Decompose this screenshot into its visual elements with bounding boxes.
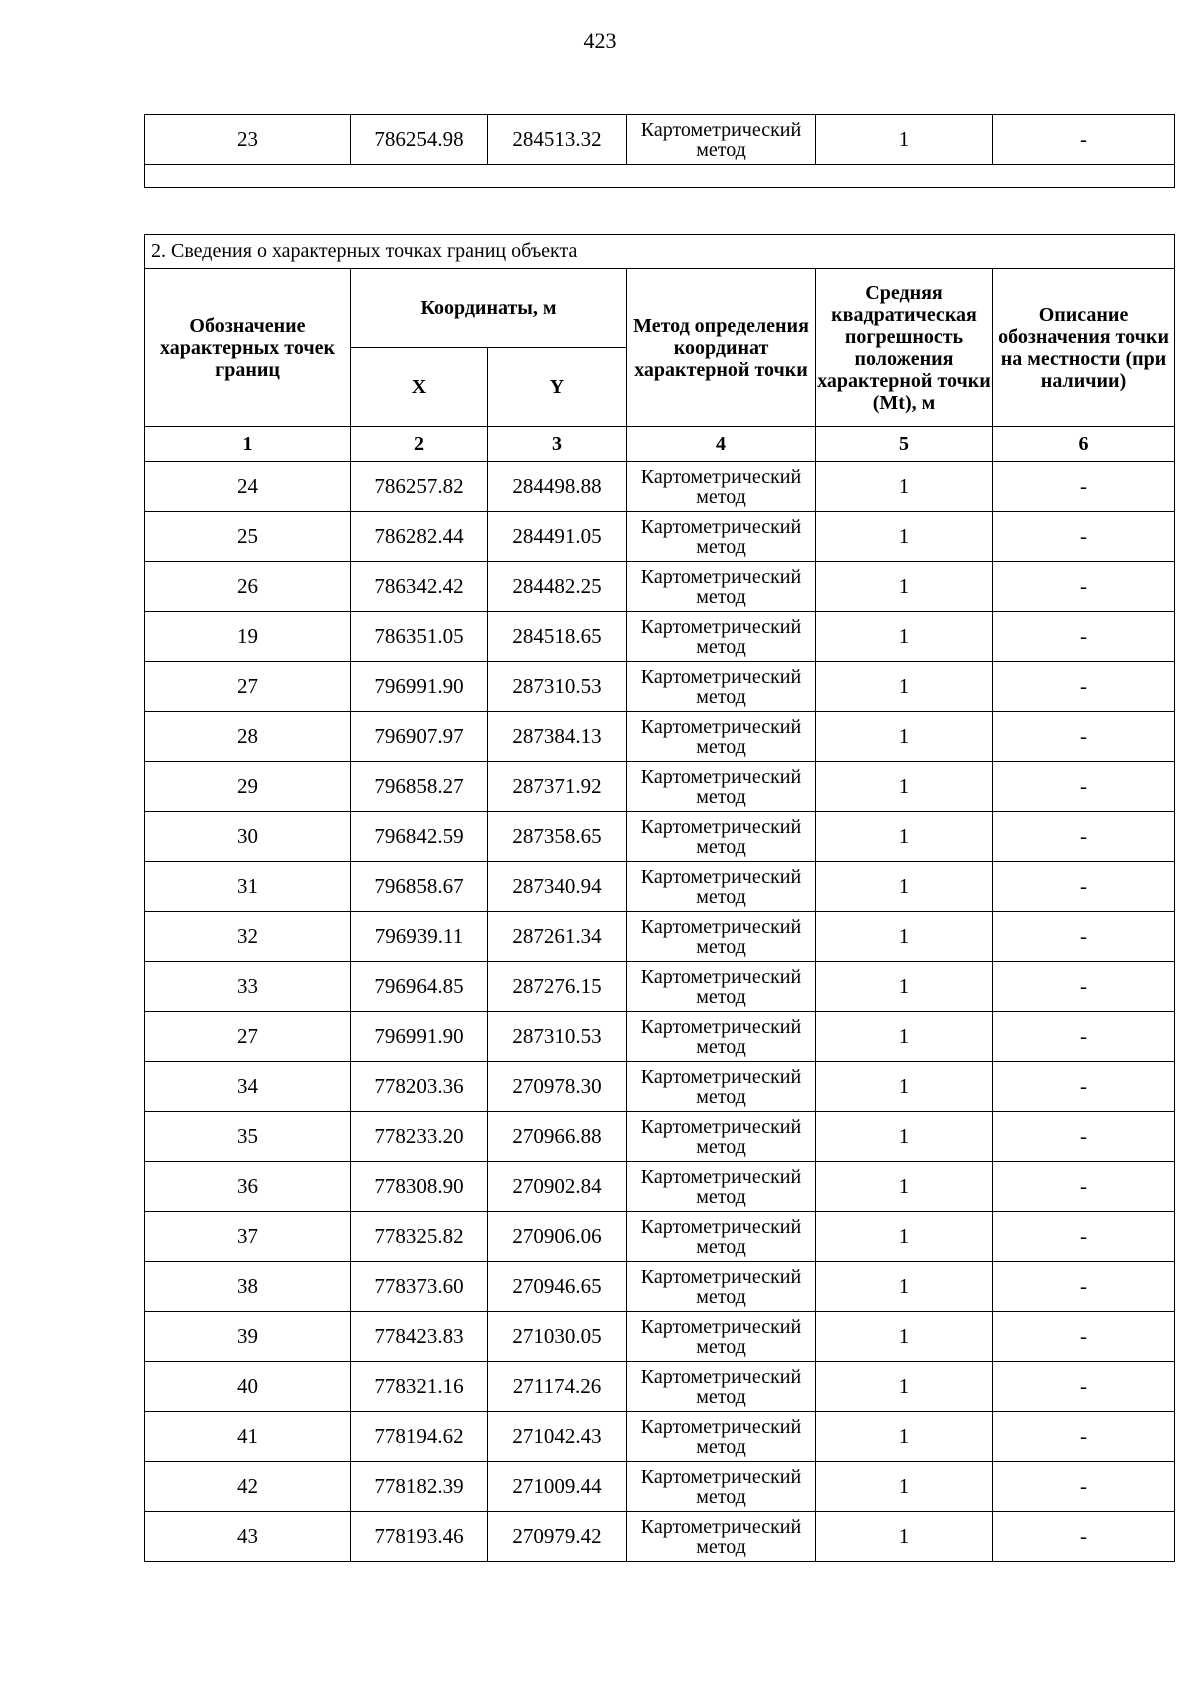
table-row (145, 612, 1175, 662)
x-cell: 778193.46 (351, 1512, 488, 1562)
x-cell: 786254.98 (351, 115, 488, 165)
point-cell: 26 (145, 562, 351, 612)
page-number: 423 (583, 28, 617, 53)
description-cell: - (993, 512, 1175, 562)
description-cell: - (993, 1262, 1175, 1312)
mt-cell: 1 (816, 462, 993, 512)
method-cell: Картометрический метод (627, 512, 816, 562)
y-cell: 287384.13 (488, 712, 627, 762)
method-cell: Картометрический метод (627, 1112, 816, 1162)
table-row (145, 712, 1175, 762)
description-cell: - (993, 1512, 1175, 1562)
y-cell: 287358.65 (488, 812, 627, 862)
description-cell: - (993, 562, 1175, 612)
x-cell: 796991.90 (351, 662, 488, 712)
x-cell: 778194.62 (351, 1412, 488, 1462)
x-cell: 778373.60 (351, 1262, 488, 1312)
description-cell: - (993, 1012, 1175, 1062)
table-row (145, 1262, 1175, 1312)
description-cell: - (993, 115, 1175, 165)
mt-cell: 1 (816, 762, 993, 812)
y-cell: 287310.53 (488, 662, 627, 712)
description-cell: - (993, 612, 1175, 662)
point-cell: 40 (145, 1362, 351, 1412)
column-number: 5 (816, 427, 993, 462)
method-cell: Картометрический метод (627, 1362, 816, 1412)
x-cell: 778233.20 (351, 1112, 488, 1162)
point-cell: 32 (145, 912, 351, 962)
method-cell: Картометрический метод (627, 862, 816, 912)
description-cell: - (993, 1412, 1175, 1462)
description-cell: - (993, 1312, 1175, 1362)
y-cell: 284498.88 (488, 462, 627, 512)
x-cell: 796907.97 (351, 712, 488, 762)
column-number: 1 (145, 427, 351, 462)
mt-cell: 1 (816, 1012, 993, 1062)
method-cell: Картометрический метод (627, 962, 816, 1012)
description-cell: - (993, 962, 1175, 1012)
y-cell: 271009.44 (488, 1462, 627, 1512)
mt-cell: 1 (816, 1512, 993, 1562)
point-cell: 19 (145, 612, 351, 662)
mt-cell: 1 (816, 1212, 993, 1262)
point-cell: 30 (145, 812, 351, 862)
method-cell: Картометрический метод (627, 115, 816, 165)
y-cell: 284518.65 (488, 612, 627, 662)
point-cell: 27 (145, 1012, 351, 1062)
table-row (145, 762, 1175, 812)
x-cell: 796964.85 (351, 962, 488, 1012)
mt-cell: 1 (816, 512, 993, 562)
y-cell: 270902.84 (488, 1162, 627, 1212)
x-cell: 786257.82 (351, 462, 488, 512)
column-number: 4 (627, 427, 816, 462)
point-cell: 28 (145, 712, 351, 762)
point-cell: 36 (145, 1162, 351, 1212)
y-cell: 271174.26 (488, 1362, 627, 1412)
table-row (145, 1062, 1175, 1112)
header-row-1 (145, 269, 1175, 348)
x-cell: 796991.90 (351, 1012, 488, 1062)
method-cell: Картометрический метод (627, 612, 816, 662)
mt-cell: 1 (816, 912, 993, 962)
description-cell: - (993, 862, 1175, 912)
table-row (145, 962, 1175, 1012)
description-cell: - (993, 812, 1175, 862)
x-cell: 786282.44 (351, 512, 488, 562)
method-cell: Картометрический метод (627, 712, 816, 762)
description-cell: - (993, 1112, 1175, 1162)
point-cell: 33 (145, 962, 351, 1012)
method-cell: Картометрический метод (627, 1062, 816, 1112)
y-cell: 287371.92 (488, 762, 627, 812)
y-cell: 284491.05 (488, 512, 627, 562)
description-cell: - (993, 662, 1175, 712)
header-coords: Координаты, м (351, 269, 627, 348)
table-row (145, 812, 1175, 862)
mt-cell: 1 (816, 1112, 993, 1162)
table-row (145, 1112, 1175, 1162)
y-cell: 287340.94 (488, 862, 627, 912)
point-cell: 27 (145, 662, 351, 712)
x-cell: 786351.05 (351, 612, 488, 662)
empty-cell (145, 165, 1175, 188)
mt-cell: 1 (816, 812, 993, 862)
table-row (145, 512, 1175, 562)
y-cell: 270978.30 (488, 1062, 627, 1112)
table-row (145, 462, 1175, 512)
point-cell: 39 (145, 1312, 351, 1362)
column-number: 6 (993, 427, 1175, 462)
method-cell: Картометрический метод (627, 1412, 816, 1462)
method-cell: Картометрический метод (627, 1262, 816, 1312)
method-cell: Картометрический метод (627, 912, 816, 962)
x-cell: 778182.39 (351, 1462, 488, 1512)
point-cell: 43 (145, 1512, 351, 1562)
y-cell: 270979.42 (488, 1512, 627, 1562)
table-row (145, 1212, 1175, 1262)
description-cell: - (993, 1362, 1175, 1412)
point-cell: 41 (145, 1412, 351, 1462)
header-point: Обозначение характерных точек границ (145, 269, 351, 427)
point-cell: 38 (145, 1262, 351, 1312)
column-number-row (145, 427, 1175, 462)
mt-cell: 1 (816, 712, 993, 762)
method-cell: Картометрический метод (627, 1462, 816, 1512)
x-cell: 778321.16 (351, 1362, 488, 1412)
mt-cell: 1 (816, 1262, 993, 1312)
header-mt: Средняя квадратическая погрешность положения характерной точки (Mt), м (816, 269, 993, 427)
x-cell: 778203.36 (351, 1062, 488, 1112)
table-row (145, 1362, 1175, 1412)
table-row (145, 862, 1175, 912)
header-x: X (351, 348, 488, 427)
table-row (145, 1162, 1175, 1212)
table-row (145, 912, 1175, 962)
table-caption: 2. Сведения о характерных точках границ объекта (145, 235, 1175, 269)
y-cell: 271030.05 (488, 1312, 627, 1362)
continuation-table-body (145, 115, 1175, 165)
x-cell: 796858.67 (351, 862, 488, 912)
method-cell: Картометрический метод (627, 1312, 816, 1362)
boundary-points-table (144, 234, 1175, 1562)
point-cell: 24 (145, 462, 351, 512)
column-number: 2 (351, 427, 488, 462)
y-cell: 271042.43 (488, 1412, 627, 1462)
header-desc: Описание обозначения точки на местности (при наличии) (993, 269, 1175, 427)
description-cell: - (993, 712, 1175, 762)
column-number: 3 (488, 427, 627, 462)
method-cell: Картометрический метод (627, 1012, 816, 1062)
caption-row (145, 235, 1175, 269)
x-cell: 778423.83 (351, 1312, 488, 1362)
table-row (145, 1462, 1175, 1512)
method-cell: Картометрический метод (627, 462, 816, 512)
point-cell: 37 (145, 1212, 351, 1262)
table-row (145, 1012, 1175, 1062)
description-cell: - (993, 1062, 1175, 1112)
mt-cell: 1 (816, 562, 993, 612)
x-cell: 778308.90 (351, 1162, 488, 1212)
method-cell: Картометрический метод (627, 812, 816, 862)
method-cell: Картометрический метод (627, 662, 816, 712)
point-cell: 35 (145, 1112, 351, 1162)
point-cell: 25 (145, 512, 351, 562)
description-cell: - (993, 912, 1175, 962)
x-cell: 796939.11 (351, 912, 488, 962)
point-cell: 34 (145, 1062, 351, 1112)
y-cell: 287261.34 (488, 912, 627, 962)
y-cell: 270966.88 (488, 1112, 627, 1162)
mt-cell: 1 (816, 115, 993, 165)
mt-cell: 1 (816, 1062, 993, 1112)
method-cell: Картометрический метод (627, 762, 816, 812)
mt-cell: 1 (816, 962, 993, 1012)
method-cell: Картометрический метод (627, 1162, 816, 1212)
table-row (145, 115, 1175, 165)
mt-cell: 1 (816, 662, 993, 712)
y-cell: 287276.15 (488, 962, 627, 1012)
header-y: Y (488, 348, 627, 427)
mt-cell: 1 (816, 1412, 993, 1462)
point-cell: 42 (145, 1462, 351, 1512)
description-cell: - (993, 1162, 1175, 1212)
table-row (145, 1512, 1175, 1562)
y-cell: 270906.06 (488, 1212, 627, 1262)
y-cell: 284482.25 (488, 562, 627, 612)
point-cell: 29 (145, 762, 351, 812)
mt-cell: 1 (816, 612, 993, 662)
description-cell: - (993, 462, 1175, 512)
table-row (145, 562, 1175, 612)
mt-cell: 1 (816, 1462, 993, 1512)
y-cell: 270946.65 (488, 1262, 627, 1312)
y-cell: 287310.53 (488, 1012, 627, 1062)
table-row (145, 662, 1175, 712)
mt-cell: 1 (816, 1162, 993, 1212)
method-cell: Картометрический метод (627, 1212, 816, 1262)
mt-cell: 1 (816, 1312, 993, 1362)
description-cell: - (993, 1462, 1175, 1512)
mt-cell: 1 (816, 1362, 993, 1412)
x-cell: 778325.82 (351, 1212, 488, 1262)
x-cell: 786342.42 (351, 562, 488, 612)
description-cell: - (993, 1212, 1175, 1262)
mt-cell: 1 (816, 862, 993, 912)
boundary-points-body (145, 462, 1175, 1562)
point-cell: 23 (145, 115, 351, 165)
method-cell: Картометрический метод (627, 1512, 816, 1562)
description-cell: - (993, 762, 1175, 812)
header-method: Метод определения координат характерной точки (627, 269, 816, 427)
table-row (145, 1312, 1175, 1362)
continuation-table (144, 114, 1175, 188)
x-cell: 796842.59 (351, 812, 488, 862)
x-cell: 796858.27 (351, 762, 488, 812)
point-cell: 31 (145, 862, 351, 912)
y-cell: 284513.32 (488, 115, 627, 165)
empty-row (145, 165, 1175, 188)
table-row (145, 1412, 1175, 1462)
method-cell: Картометрический метод (627, 562, 816, 612)
